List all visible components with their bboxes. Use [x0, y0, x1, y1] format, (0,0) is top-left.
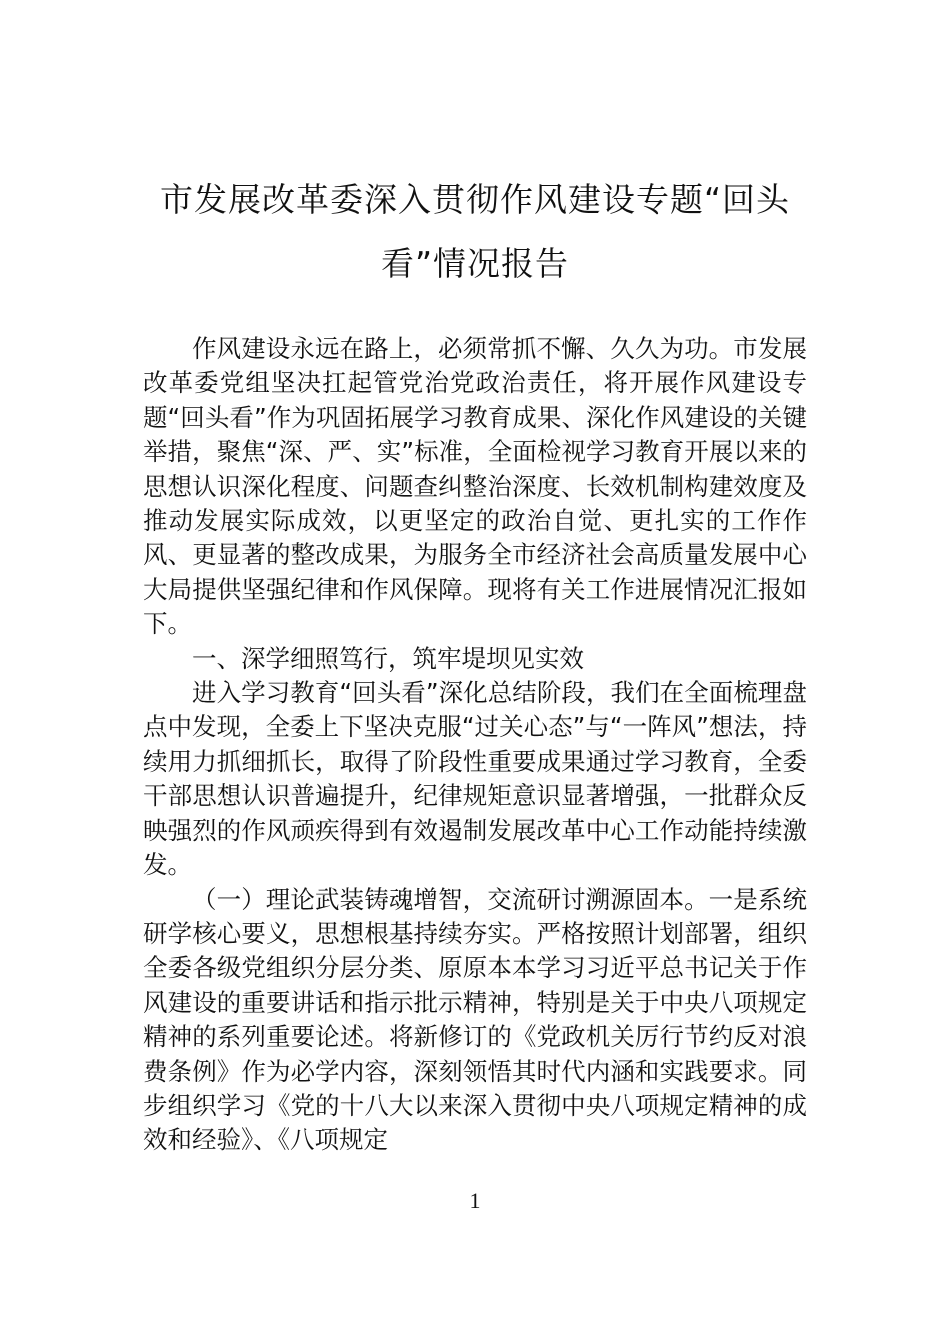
document-title: 市发展改革委深入贯彻作风建设专题“回头看”情况报告 [159, 180, 791, 283]
paragraph-subsection-1: （一）理论武装铸魂增智，交流研讨溯源固本。一是系统研学核心要义，思想根基持续夯实。严格按照计划部署，组织全委各级党组织分层分类、原原本本学习习近平总书记关于作风建设的重要讲话和指示批示精神，特别是关于中央八项规定精神的系列重要论述。将新修订的《党政机关厉行节约反对浪费条例》作为必学内容，深刻领悟其时代内涵和实践要求。同步组织学习《党的十八大以来深入贯彻中央八项规定精神的成效和经验》、《八项规定 [143, 884, 807, 1155]
paragraph-intro: 作风建设永远在路上，必须常抓不懈、久久为功。市发展改革委党组坚决扛起管党治党政治责任，将开展作风建设专题“回头看”作为巩固拓展学习教育成果、深化作风建设的关键举措，聚焦“深、严、实”标准，全面检视学习教育开展以来的思想认识深化程度、问题查纠整治深度、长效机制构建效度及推动发展实际成效，以更坚定的政治自觉、更扎实的工作作风、更显著的整改成果，为服务全市经济社会高质量发展中心大局提供坚强纪律和作风保障。现将有关工作进展情况汇报如下。 [143, 334, 807, 639]
page-number: 1 [469, 1188, 481, 1213]
paragraph-section-1: 进入学习教育“回头看”深化总结阶段，我们在全面梳理盘点中发现，全委上下坚决克服“过关心态”与“一阵风”想法，持续用力抓细抓长，取得了阶段性重要成果通过学习教育，全委干部思想认识普遍提升，纪律规矩意识显著增强，一批群众反映强烈的作风顽疾得到有效遏制发展改革中心工作动能持续激发。 [143, 678, 807, 880]
document-body [143, 332, 807, 1158]
section-heading-1: 一、深学细照笃行，筑牢堤坝见实效 [192, 643, 584, 673]
